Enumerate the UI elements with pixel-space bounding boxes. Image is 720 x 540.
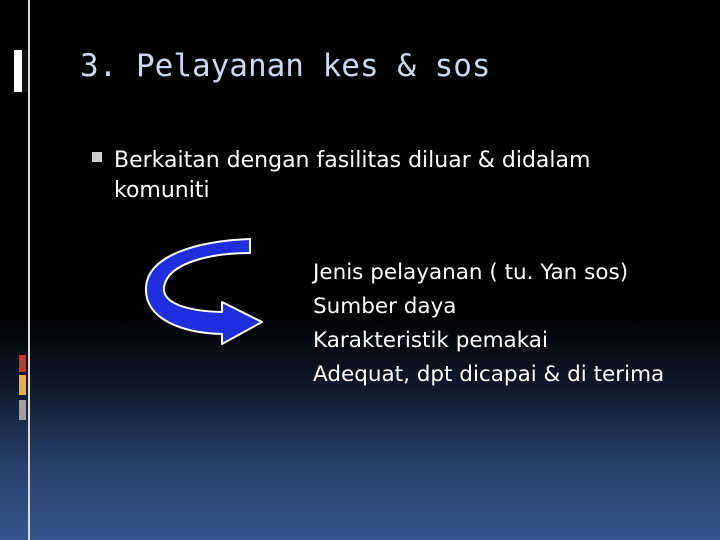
accent-bar-gray (19, 400, 26, 420)
accent-bar-red (19, 355, 26, 372)
list-item: Sumber daya (313, 294, 457, 319)
list-item: Karakteristik pemakai (313, 328, 548, 353)
square-bullet-icon (92, 152, 102, 162)
accent-bar-yellow (19, 375, 26, 395)
title-marker (14, 50, 28, 92)
bullet-item (92, 146, 692, 206)
bullet-text: Berkaitan dengan fasilitas diluar & didalam komuniti (114, 148, 591, 203)
info-list (313, 256, 703, 392)
list-item: Jenis pelayanan ( tu. Yan sos) (313, 260, 629, 285)
curved-u-turn-arrow-icon (138, 235, 268, 350)
list-item: Adequat, dpt dicapai & di terima (313, 362, 665, 387)
slide-title: 3. Pelayanan kes & sos (80, 48, 491, 84)
left-divider-line (28, 0, 30, 540)
